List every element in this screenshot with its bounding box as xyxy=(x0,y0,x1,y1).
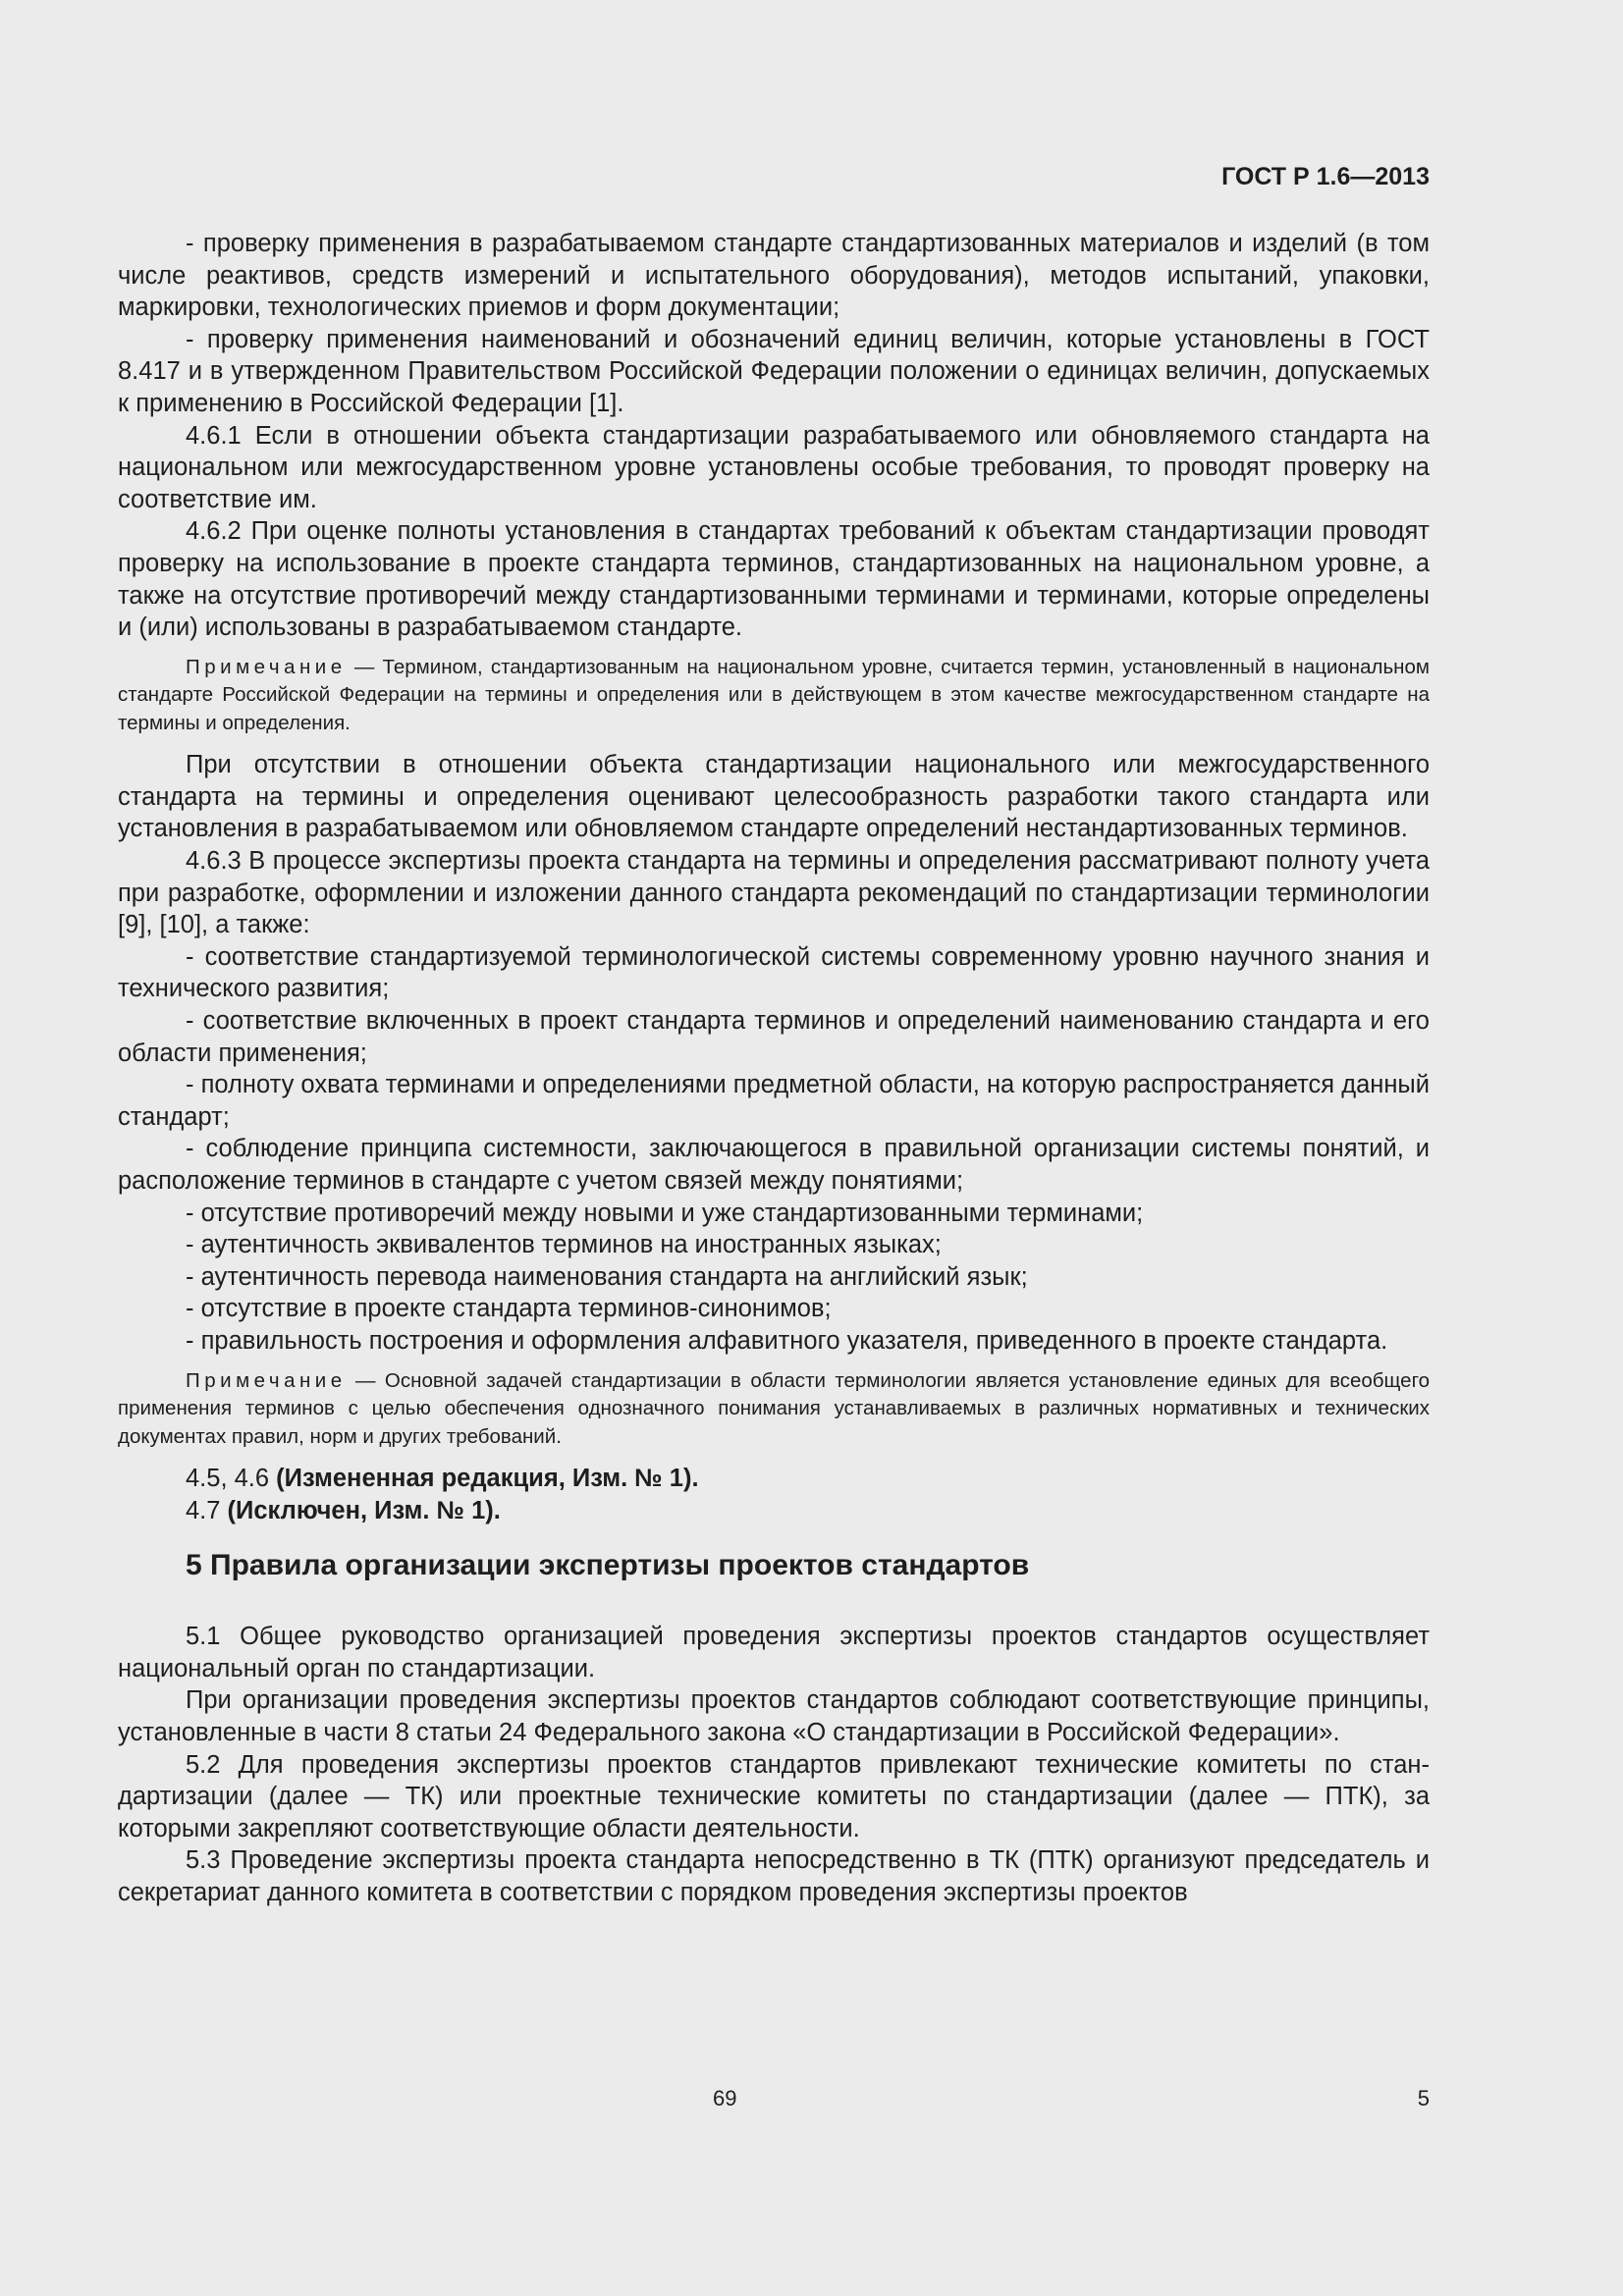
amendment-note: (Исключен, Изм. № 1). xyxy=(227,1496,501,1524)
paragraph: При отсутствии в отношении объекта стандартизации национального или межгосударственного стандарта на термины и определения оценивают целесообразность разработки такого стандарта или установления в разрабатываемом или обновляемом стандарте определений нестандартизованных терминов. xyxy=(118,751,1430,843)
list-item: - аутентичность эквивалентов терминов на иностранных языках; xyxy=(186,1231,942,1259)
clause-number: 4.7 xyxy=(186,1496,228,1524)
list-item: - отсутствие в проекте стандарта терминов-синонимов; xyxy=(186,1295,832,1323)
note-label: Примечание xyxy=(186,1368,347,1392)
note-paragraph xyxy=(118,1367,1430,1452)
paragraph: При организации проведения экспертизы проектов стандартов соблюдают соответствующие принципы, установленные в части 8 статьи 24 Федерального закона «О стандартизации в Российской Федерации». xyxy=(118,1686,1430,1746)
list-item: - правильность построения и оформления алфавитного указателя, приведенного в проекте стандарта. xyxy=(186,1326,1388,1355)
standard-code-header: ГОСТ Р 1.6—2013 xyxy=(1221,163,1430,190)
note-paragraph xyxy=(118,654,1430,738)
list-item: - проверку применения в разрабатываемом стандарте стандартизованных материалов и изделий (в том числе реактивов, средств измерений и испытательного оборудования), методов испытаний, упаковки, маркировки, технологических приемов и форм документации; xyxy=(118,230,1430,322)
note-label: Примечание xyxy=(186,655,347,678)
clause-4-6-1: 4.6.1 Если в отношении объекта стандартизации разрабатываемого или обновляемого стандарта на национальном или межгосударственном уровне установлены особые требования, то проводят проверку на соответствие им. xyxy=(118,421,1430,513)
note-text: — Термином, стандартизованным на национальном уровне, считается термин, установленный в национальном стандарте Российской Федерации на термины и определения или в действующем в этом качестве межгосударственном стандарте на термины и определения. xyxy=(118,655,1430,734)
note-text: — Основной задачей стандартизации в области терминологии является установление единых для всеобщего применения терминов с целью обеспечения однозначного понимания устанавливаемых в различных нормативных и технических документах правил, норм и других требований. xyxy=(118,1368,1430,1448)
list-item: - аутентичность перевода наименования стандарта на английский язык; xyxy=(186,1262,1028,1291)
clause-4-6-2: 4.6.2 При оценке полноты установления в стандартах требований к объектам стандартизации проводят проверку на использование в проекте стандарта терминов, стандартизованных на национальном уровне, а также на отсутствие противоречий между стандартизованными терминами и терминами, которые определены и (или) использованы в разрабатываемом стандарте. xyxy=(118,517,1430,642)
clause-number: 4.5, 4.6 xyxy=(186,1465,277,1492)
clause-4-6-3: 4.6.3 В процессе экспертизы проекта стандарта на термины и определения рассматривают полноту учета при разработке, оформлении и изложении данного стандарта рекомендаций по стандартизации терминологии [9], [10], а также: xyxy=(118,847,1430,939)
list-item: - соблюдение принципа системности, заключающегося в правильной организации системы понятий, и расположение терминов в стандарте с учетом связей между понятиями; xyxy=(118,1135,1430,1195)
amendment-note: (Измененная редакция, Изм. № 1). xyxy=(276,1465,699,1492)
clause-5-3: 5.3 Проведение экспертизы проекта стандарта непосредственно в ТК (ПТК) организуют председатель и секретариат данного комитета в соответствии с порядком проведения экспертизы проектов xyxy=(118,1846,1430,1906)
clause-5-1: 5.1 Общее руководство организацией проведения экспертизы проектов стандартов осуществляет национальный орган по стандартизации. xyxy=(118,1623,1430,1682)
list-item: - соответствие включенных в проект стандарта терминов и определений наименованию стандарта и его области применения; xyxy=(118,1006,1430,1067)
amendment-line xyxy=(118,1463,1430,1495)
amendment-line xyxy=(118,1495,1430,1527)
page-number-center: 69 xyxy=(713,2086,737,2110)
page-number-right: 5 xyxy=(1417,2086,1430,2110)
document-body xyxy=(118,228,1430,1909)
list-item: - соответствие стандартизуемой терминологической системы современному уровню научного знания и технического развития; xyxy=(118,942,1430,1003)
list-item: - полноту охвата терминами и определениями предметной области, на которую распространяется данный стандарт; xyxy=(118,1071,1430,1131)
list-item: - отсутствие противоречий между новыми и уже стандартизованными терминами; xyxy=(186,1199,1144,1227)
list-item: - проверку применения наименований и обозначений единиц величин, которые установлены в ГОСТ 8.417 и в утвержденном Правительством Российской Федерации положении о единицах величин, допускаемых к применению в Российской Федерации [1]. xyxy=(118,325,1430,417)
section-heading: 5 Правила организации экспертизы проектов стандартов xyxy=(186,1549,1030,1582)
clause-5-2: 5.2 Для проведения экспертизы проектов стандартов привлекают технические комитеты по стандартизации (далее — ТК) или проектные технические комитеты по стандартизации (далее — ПТК), за которыми закрепляют соответствующие области деятельности. xyxy=(118,1750,1430,1842)
